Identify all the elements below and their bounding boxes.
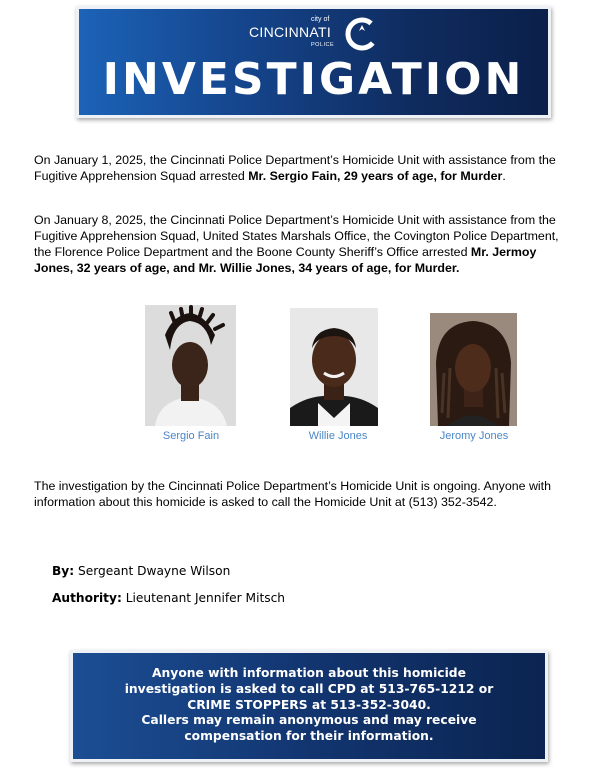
tip-line-text [70,666,548,745]
paragraph-bold-text: Mr. Jermoy Jones, 32 years of age, and Mr. Willie Jones, 34 years of age, for Murder. [34,245,537,275]
ongoing-paragraph: The investigation by the Cincinnati Police Department’s Homicide Unit is ongoing. Anyone with information about this homicide is asked to call the Homicide Unit at (513) 352-3542. [34,479,552,509]
by-value: Sergeant Dwayne Wilson [74,564,231,578]
paragraph-end: . [502,169,506,183]
paragraph-text: On January 8, 2025, the Cincinnati Police Department’s Homicide Unit with assistance from the Fugitive Apprehension Squad, United States Marshals Office, the Covington Police Department, the Florence Police Department and the Boone County Sheriff’s Office arrested [34,213,559,259]
logo-city-name: CINCINNATI [249,24,332,40]
header-banner [76,6,551,118]
photo-caption: Willie Jones [308,430,368,442]
authority-value: Lieutenant Jennifer Mitsch [121,591,286,605]
tip-line-5: compensation for their information. [184,729,434,744]
tip-line-1: Anyone with information about this homicide [152,666,466,680]
paragraph-bold-text: Mr. Sergio Fain, 29 years of age, for Murder [248,169,503,183]
cincinnati-police-logo [249,14,379,56]
photo-caption: Jeromy Jones [439,430,509,442]
tip-line-2: investigation is asked to call CPD at 513-765-1212 or [124,681,494,696]
photo-willie-jones [290,308,378,426]
by-label: By: [52,564,75,578]
photo-caption: Sergio Fain [162,430,220,442]
photo-jeromy-jones [430,313,517,426]
authority-label: Authority: [52,591,122,605]
arrest-paragraph-1 [34,152,579,184]
arrest-paragraph-2 [34,212,579,276]
page-title: INVESTIGATION [102,54,525,105]
tip-line-banner [70,650,548,762]
paragraph-text: On January 1, 2025, the Cincinnati Police Department’s Homicide Unit with assistance from the Fugitive Apprehension Squad arrested [34,153,556,183]
byline-by [52,564,230,578]
byline-authority [52,591,285,605]
c-emblem-icon [345,17,379,51]
logo-police: POLICE [311,42,335,48]
tip-line-3: CRIME STOPPERS at 513-352-3040. [187,697,431,712]
logo-city-of: city of [311,16,330,23]
tip-line-4: Callers may remain anonymous and may receive [141,713,477,728]
photo-sergio-fain [145,305,236,426]
